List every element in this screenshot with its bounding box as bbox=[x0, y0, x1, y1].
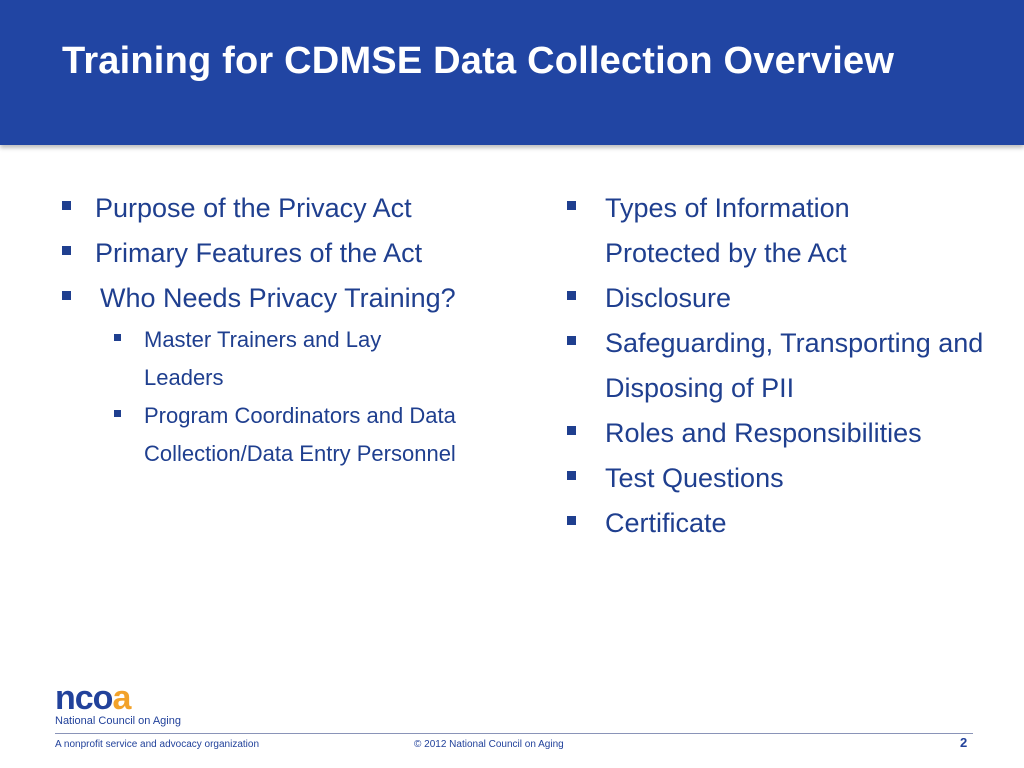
title-bar bbox=[0, 0, 1024, 145]
square-bullet-icon bbox=[567, 336, 576, 345]
square-bullet-icon bbox=[567, 471, 576, 480]
sub-bullet-text: Program Coordinators and Data Collection/Data Entry Personnel bbox=[144, 403, 456, 466]
logo-wordmark bbox=[55, 679, 181, 717]
bullet-item bbox=[62, 276, 532, 321]
footer-divider bbox=[55, 733, 973, 734]
bullet-text: Certificate bbox=[605, 508, 727, 538]
bullet-text: Safeguarding, Transporting and Disposing of PII bbox=[605, 328, 984, 403]
sub-bullet-item bbox=[114, 397, 532, 473]
bullet-text: Who Needs Privacy Training? bbox=[100, 283, 456, 313]
bullet-item bbox=[567, 321, 1007, 411]
sub-bullet-text: Master Trainers and Lay Leaders bbox=[144, 327, 382, 390]
bullet-item bbox=[567, 456, 1007, 501]
square-bullet-icon bbox=[567, 426, 576, 435]
square-bullet-icon bbox=[114, 410, 121, 417]
bullet-text: Purpose of the Privacy Act bbox=[95, 193, 412, 223]
sub-bullet-item bbox=[114, 321, 532, 397]
bullet-item bbox=[567, 411, 1007, 456]
right-bullet-column bbox=[567, 186, 1007, 546]
bullet-item bbox=[567, 501, 1007, 546]
bullet-text: Roles and Responsibilities bbox=[605, 418, 922, 448]
logo-wordmark-main: nco bbox=[55, 679, 113, 717]
bullet-text: Types of Information Protected by the Act bbox=[605, 193, 850, 268]
page-number: 2 bbox=[960, 735, 968, 750]
square-bullet-icon bbox=[62, 246, 71, 255]
bullet-text: Primary Features of the Act bbox=[95, 238, 423, 268]
bullet-item bbox=[567, 276, 1007, 321]
left-bullet-column bbox=[62, 186, 532, 473]
bullet-item bbox=[62, 186, 532, 231]
bullet-text: Test Questions bbox=[605, 463, 784, 493]
ncoa-logo bbox=[55, 679, 181, 727]
slide-title: Training for CDMSE Data Collection Overview bbox=[62, 40, 895, 82]
bullet-item bbox=[567, 186, 1007, 276]
square-bullet-icon bbox=[567, 291, 576, 300]
square-bullet-icon bbox=[567, 516, 576, 525]
square-bullet-icon bbox=[62, 201, 71, 210]
square-bullet-icon bbox=[567, 201, 576, 210]
square-bullet-icon bbox=[114, 334, 121, 341]
logo-wordmark-accent: a bbox=[112, 679, 131, 717]
bullet-text: Disclosure bbox=[605, 283, 732, 313]
footer-tagline: A nonprofit service and advocacy organization bbox=[55, 739, 260, 750]
bullet-item bbox=[62, 231, 532, 276]
footer-copyright: © 2012 National Council on Aging bbox=[414, 739, 564, 750]
logo-subtitle: National Council on Aging bbox=[55, 715, 181, 727]
square-bullet-icon bbox=[62, 291, 71, 300]
